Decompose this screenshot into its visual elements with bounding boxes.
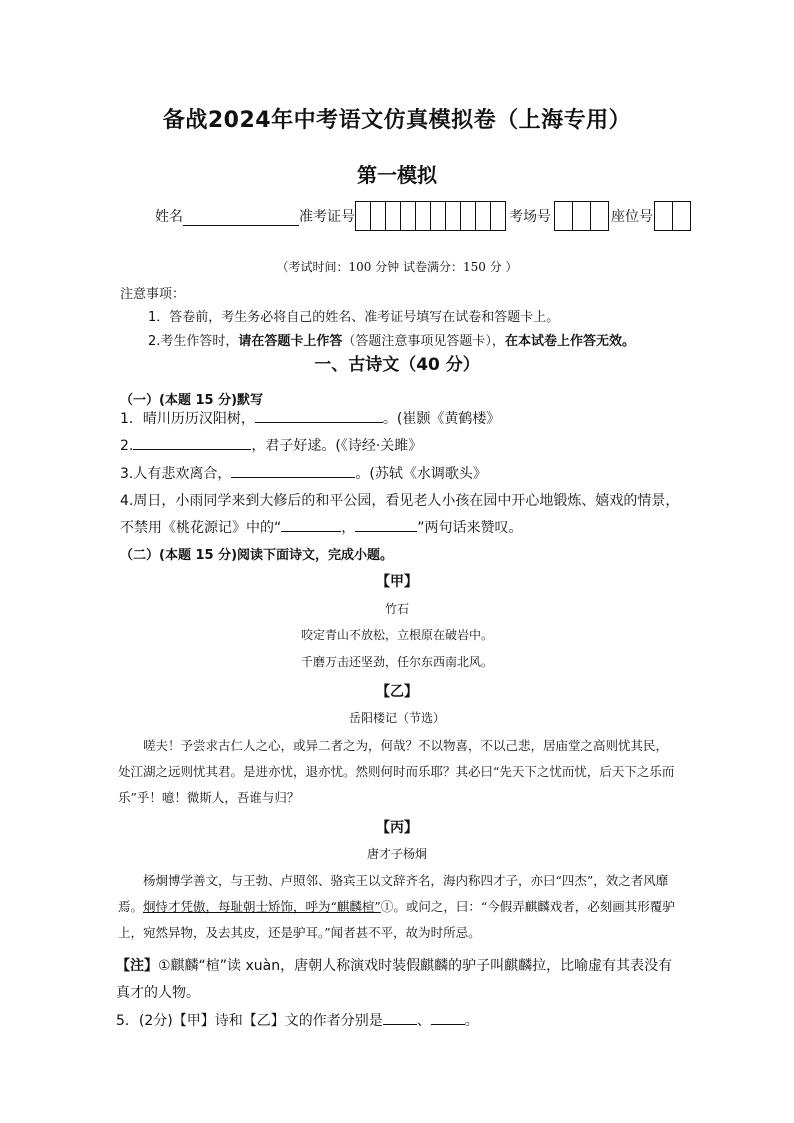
bing-text-underlined: 炯恃才凭傲，每耻朝士矫饰，呼为“麒麟楦” (143, 899, 381, 914)
notes-item-2-a: 2.考生作答时， (148, 334, 239, 349)
part2-heading: （二）(本题 15 分)阅读下面诗文，完成小题。 (120, 548, 394, 563)
q4-text-c: ”两句话来赞叹。 (417, 520, 523, 536)
exam-room-label: 考场号 (509, 209, 551, 225)
question-2 (120, 435, 422, 455)
exam-id-label: 准考证号 (299, 209, 355, 225)
notes-item-1: 1．答卷前，考生务必将自己的姓名、准考证号填写在试卷和答题卡上。 (148, 310, 560, 325)
q3-answer-blank[interactable] (231, 463, 355, 478)
bing-text-a: 杨炯博学善文，与王勃、卢照邻、骆宾王以文辞齐名，海内称四才子，亦曰“四杰”，效之者风靡焉。 (118, 873, 669, 914)
name-label: 姓名 (155, 209, 183, 225)
page-title: 备战2024年中考语文仿真模拟卷（上海专用） (162, 108, 632, 133)
student-info-row (155, 200, 691, 232)
q4-text-a: 不禁用《桃花源记》中的“ (120, 520, 282, 536)
seat-label: 座位号 (611, 209, 653, 225)
question-5 (116, 1010, 479, 1030)
seat-boxes[interactable] (654, 201, 691, 231)
note-line-1 (116, 955, 672, 975)
question-4-line-2 (120, 517, 523, 537)
yi-label: 【乙】 (376, 684, 418, 700)
q4-answer-blank-2[interactable] (355, 517, 417, 532)
q5-sep: 、 (416, 1013, 431, 1029)
q5-answer-blank-2[interactable] (431, 1010, 465, 1025)
q1-text-a: 1．晴川历历汉阳树， (120, 411, 255, 427)
q3-text-b: 。(苏轼《水调歌头》 (355, 466, 487, 482)
q3-text-a: 3.人有悲欢离合， (120, 466, 232, 482)
notes-item-2-b: 请在答题卡上作答 (238, 334, 343, 349)
part1-heading: （一）(本题 15 分)默写 (120, 393, 264, 408)
q1-text-b: 。(崔颢《黄鹤楼》 (382, 411, 501, 427)
note-line-2: 真才的人物。 (116, 985, 200, 1001)
jia-label: 【甲】 (376, 574, 418, 590)
page-subtitle: 第一模拟 (357, 163, 437, 187)
notes-item-2-d: 在本试卷上作答无效。 (504, 334, 635, 349)
q1-answer-blank[interactable] (255, 408, 383, 423)
question-1 (120, 408, 500, 428)
time-note: （考试时间：100 分钟 试卷满分：150 分 ） (276, 260, 518, 274)
section-heading-1: 一、古诗文（40 分） (314, 355, 480, 375)
question-3 (120, 463, 487, 483)
q2-answer-blank[interactable] (133, 435, 251, 450)
bing-passage (118, 868, 678, 946)
q4-text-b: ， (341, 520, 356, 536)
jia-line-1: 咬定青山不放松，立根原在破岩中。 (300, 628, 493, 642)
yi-passage: 嗟夫！予尝求古仁人之心，或异二者之为，何哉？不以物喜，不以己悲，居庙堂之高则忧其民，处江湖之远则忧其君。是进亦忧，退亦忧。然则何时而乐耶？其必曰“先天下之忧而忧，后天下之乐而乐”乎！噫！微斯人，吾谁与归？ (118, 738, 675, 805)
notes-item-2 (148, 330, 635, 349)
exam-id-boxes[interactable] (355, 201, 506, 231)
notes-item-2-c: （答题注意事项见答题卡）， (342, 334, 505, 349)
notes-heading: 注意事项： (120, 287, 186, 302)
q5-text-a: 5．(2分)【甲】诗和【乙】文的作者分别是 (116, 1013, 383, 1029)
q2-text-b: ，君子好逑。(《诗经·关雎》 (251, 438, 423, 454)
q4-answer-blank-1[interactable] (281, 517, 341, 532)
q2-text-a: 2. (120, 438, 134, 454)
exam-room-boxes[interactable] (554, 201, 609, 231)
note-label: 【注】 (116, 958, 158, 974)
question-4-line-1: 4.周日，小雨同学来到大修后的和平公园，看见老人小孩在园中开心地锻炼、嬉戏的情景， (120, 493, 680, 509)
note-text-1: ①麒麟“楦”读 xuàn，唐朝人称演戏时装假麒麟的驴子叫麒麟拉，比喻虚有其表没有 (158, 958, 673, 974)
q5-answer-blank-1[interactable] (383, 1010, 417, 1025)
yi-title: 岳阳楼记（节选） (348, 711, 445, 725)
bing-text-b: ①。或问之，曰：“今假弄麒麟戏者，必刻画其形覆驴上，宛然异物，及去其皮，还是驴耳。”闻者甚不平，故为时所忌。 (118, 899, 675, 940)
bing-label: 【丙】 (376, 820, 418, 836)
bing-title: 唐才子杨炯 (366, 847, 427, 861)
jia-title: 竹石 (384, 602, 409, 616)
name-field[interactable] (183, 207, 299, 226)
jia-line-2: 千磨万击还坚劲，任尔东西南北风。 (300, 655, 493, 669)
q5-end: 。 (464, 1013, 479, 1029)
